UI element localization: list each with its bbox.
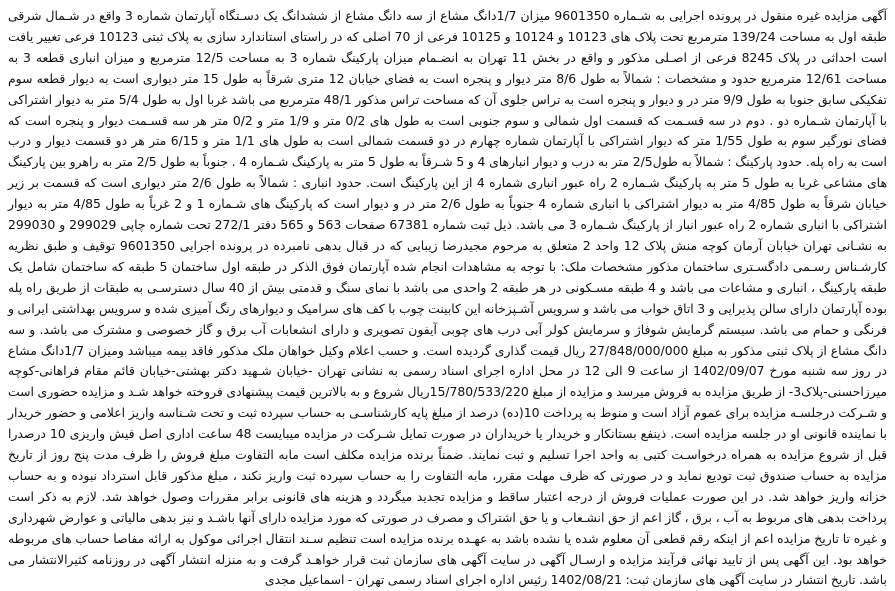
auction-notice-text: آگهی مزایده غیره منقول در پرونده اجرایی به شـماره 9601350 میزان 1/7دانگ مشاع از سه دانگ مشاع از ششدانگ یک دسـتگاه آپارتمان شماره 3 واقع در شـمال شرقی طبقه اول به مساحت 139/24 مترمربع تحت پلاک های 10123 و 10124 و 10125 فرعی از 70 اصلی که در راستای استاندارد سازی به پلاک ثبتی 10123 فرعی تغییر یافت است احداثی در پلاک 8245 فرعی از اصـلی مذکور و واقع در بخش 11 تهران به انضـمام میزان پارکینگ شماره 3 به مساحت 12/5 مترمربع و میزان انباری قطعه 3 به مساحت 12/61 مترمربع حدود و مشخصات : شمالاً به طول 8/6 متر دیوار و پنجره است به فضای خیابان 12 متری شرقاً به طول 15 متر دیواری است به دیوار قطعه سوم تفکیکی سابق جنوبا به طول 9/9 متر در و دیوار و پنجره است به تراس جلوی آن که مساحت تراس مذکور 48/1 مترمربع می باشد غربا اول به طول 5/4 متر به دیوار اشتراکی با آپارتمان شـماره دو . دوم در سه قسـمت که قسمت اول شمالی و سوم جنوبی است به طول های 0/2 متر و 1/9 متر و 0/2 متر هر سه قسـمت دیوار و پنجره است که فضای نورگیر سوم به طول 1/55 متر که دیوار اشتراکی با آپارتمان شماره چهارم در دو قسمت شمالی است به طول های 1/1 متر و 6/15 متر هر دو قسمت دیوار و درب است به راه پله. حدود پارکینگ : شمالاً به طول2/5 متر به درب و دیوار انبارهای 4 و 5 شـرقاً به طول 5 متر به پارکینگ شـماره 4 . جنوباً به طول 2/5 متر به راهرو بین پارکینگ های مشاعی غربا به طول 5 متر به پارکینگ شـماره 2 راه عبور انباری شماره 4 از این پارکینگ است. حدود انباری : شمالاً به طول 2/6 متر دیواری است که قسمت بر زیر خیابان شرقاً به طول 4/85 متر به دیوار اشتراکی با انباری شماره 4 جنوباً به طول 2/6 متر در و دیوار است که پارکینگ های شـماره 1 و 2 غرباً به طول 4/85 متر به دیوار اشتراکی با انباری شماره 2 راه عبور انبار از پارکینگ شـماره 3 می باشد. ذیل ثبت شماره 67381 صفحات 563 و 565 دفتر 272/1 تحت شماره چاپی 299029 و 299030 به نشـانی تهران خیابان آرمان کوچه منش پلاک 12 واحد 2 متعلق به مرحوم مجیدرضا زیبایی که در قبال بدهی نامبرده در پرونده اجرایی 9601350 توقیف و طبق نظریه کارشـناس رسـمی دادگسـتری ساختمان مذکور مشخصات ملک: با توجه به مشاهدات انجام شده آپارتمان فوق الذکر در طبقه اول ساختمان 5 طبقه که ساختمان شامل یک طبقه پارکینگ ، انباری و مشاعات می باشد و 4 طبقه مسـکونی در هر طبقه 2 واحدی می باشد با نمای سنگ و قدمتی بیش از 40 سال دسترسـی به طبقات از طریق راه پله بوده آپارتمان دارای سالن پذیرایی و 3 اتاق خواب می باشد و سرویس آشـپزخانه این کابینت چوب با کف های سرامیک و دیوارهای رنگ آمیزی شده و سرویس بهداشتی ایرانی و فرنگی و حمام می باشد. سیستم گرمایش شوفاژ و سرمایش کولر آبی درب های چوبی آیفون تصویری و دارای انشعابات آب برق و گاز خصوصی و مشترک می باشد. و سه دانگ مشاع از پلاک ثبتی مذکور به مبلغ 27/848/000/000 ریال قیمت گذاری گردیده است. و حسب اعلام وکیل خواهان ملک مذکور فاقد بیمه میباشد ومیزان 1/7دانگ مشاع در روز سه شنبه مورخ 1402/09/07 از ساعت 9 الی 12 در محل اداره اجرای اسناد رسمی به نشانی تهران -خیابان شـهید دکتر بهشتی-خیابان قائم مقام فراهانی-کوچه میرزاحسنی-پلاک3- از طریق مزایده به فروش میرسد و مزایده از مبلغ 15/780/533/220ریال شروع و به بالاترین قیمت پیشنهادی فروخته خواهد شـد و مزایده حضوری است و شـرکت درجلسـه مزایده برای عموم آزاد است و منوط به پرداخت 10(ده) درصد از مبلغ پایه کارشناسـی به حساب سپرده ثبت و تحت شـناسه واریز اعلامی و حضور خریدار با نماینده قانونی او در جلسه مزایده است. ذینفع بستانکار و خریدار یا خریداران در صورت تمایل شـرکت در مزایده میبایست 48 ساعت اداری اصل فیش واریزی 10 درصدرا قبل از شروع مزایده به همراه درخواسـت کتبی به واحد اجرا تسلیم و ثبت نمایند. ضمناً برنده مزایده مکلف است مابه التفاوت مبلغ فروش را ظرف مدت پنج روز از تاریخ مزایده به حساب صندوق ثبت تودیع نماید و در صورتی که ظرف مهلت مقرر، مابه التفاوت را به حساب سپرده ثبت واریز نکند ، مبلغ مذکور قابل استرداد نبوده و به حساب خزانه واریز خواهد شد. در این صورت عملیات فروش از درجه اعتبار ساقط و مزایده تجدید میگردد و هزینه های قانونی برابر مقررات وصول خواهد شد. لازم به ذکر است پرداخت بدهی های مربوط به آب ، برق ، گاز اعم از حق انشـعاب و یا حق اشتراک و مصرف در صورتی که مورد مزایده دارای آنها باشـد و نیز بدهی مالیاتی و عوارض شهرداری و غیره تا تاریخ مزایده اعم از اینکه رقم قطعی آن معلوم شده یا نشده باشد به عهـده برنده مزایده است تنظیم سـند انتقال اجرائی موکول به ارائه مفاصا حساب های مربوطه خواهد بود. این آگهی پس از تایید نهائی فرآیند مزایده و ارسـال آگهی در سایت آگهی های سازمان ثبت قرار خواهـد گرفت و به منزله انتشار آگهی در روزنامه کثیرالانتشار می باشد. تاریخ انتشار در سایت آگهی های سازمان ثبت: 1402/08/21 رئیس اداره اجرای اسناد رسمی تهران - اسماعیل مجدی (8, 8, 888, 588)
